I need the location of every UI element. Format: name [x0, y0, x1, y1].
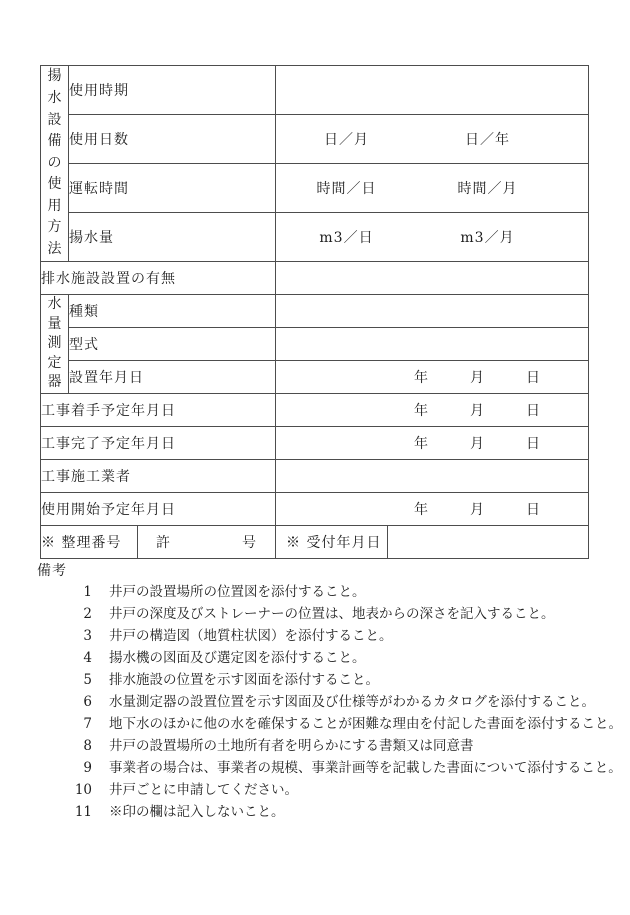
construction-end-label: 工事完了予定年月日 — [41, 427, 276, 460]
permit-prefix-label: 許 — [156, 535, 171, 551]
note-text: 井戸の構造図（地質柱状図）を添付すること。 — [109, 628, 393, 644]
note-number: 6 — [83, 694, 92, 710]
water-meter-group-cell — [41, 295, 69, 394]
note-text: 水量測定器の設置位置を示す図面及び仕様等がわかるカタログを添付すること。 — [109, 694, 595, 710]
note-item-6 — [36, 691, 624, 713]
drainage-facility-value-cell — [276, 262, 589, 295]
note-item-5 — [36, 669, 624, 691]
note-text: 排水施設の位置を示す図面を添付すること。 — [109, 672, 379, 688]
note-text: 地下水のほかに他の水を確保することが困難な理由を付記した書面を添付すること。 — [109, 716, 622, 732]
usage-days-value-cell — [276, 115, 589, 164]
day-label: 日 — [526, 436, 540, 452]
year-label: 年 — [414, 403, 428, 419]
construction-start-value-cell — [276, 394, 589, 427]
note-item-7 — [36, 713, 624, 735]
meter-model-label: 型式 — [69, 328, 276, 361]
note-text: 揚水機の図面及び選定図を添付すること。 — [109, 650, 366, 666]
usage-days-unit-per-month: 日／月 — [324, 132, 369, 148]
pumped-volume-value-cell — [276, 213, 589, 262]
note-item-9 — [36, 757, 624, 779]
year-label: 年 — [414, 436, 428, 452]
contractor-label: 工事施工業者 — [41, 460, 276, 493]
note-text: 井戸の設置場所の位置図を添付すること。 — [109, 584, 366, 600]
note-item-2 — [36, 603, 624, 625]
note-text: 事業者の場合は、事業者の規模、事業計画等を記載した書面について添付すること。 — [109, 760, 622, 776]
month-label: 月 — [470, 370, 484, 386]
receipt-date-label: ※ 受付年月日 — [276, 526, 388, 559]
pumped-volume-label: 揚水量 — [69, 213, 276, 262]
note-item-11 — [36, 801, 624, 823]
note-number: 3 — [83, 628, 92, 644]
note-item-1 — [36, 581, 624, 603]
pumped-volume-unit-per-day: m3／日 — [319, 230, 374, 246]
usage-days-label: 使用日数 — [69, 115, 276, 164]
meter-install-date-value-cell — [276, 361, 589, 394]
note-number: 9 — [83, 760, 92, 776]
application-form-table — [40, 65, 589, 559]
day-label: 日 — [526, 370, 540, 386]
water-meter-group-label: 水量測定器 — [47, 296, 62, 391]
note-text: 井戸ごとに申請してください。 — [109, 782, 298, 798]
note-item-10 — [36, 779, 624, 801]
note-number: 7 — [83, 716, 92, 732]
pump-usage-group-cell — [41, 66, 69, 262]
construction-end-value-cell — [276, 427, 589, 460]
year-label: 年 — [414, 502, 428, 518]
meter-install-date-label: 設置年月日 — [69, 361, 276, 394]
usage-start-value-cell — [276, 493, 589, 526]
note-item-4 — [36, 647, 624, 669]
permit-number-cell — [138, 526, 276, 559]
month-label: 月 — [470, 436, 484, 452]
pumped-volume-unit-per-month: m3／月 — [460, 230, 515, 246]
usage-start-label: 使用開始予定年月日 — [41, 493, 276, 526]
usage-period-value-cell — [276, 66, 589, 115]
note-number: 11 — [74, 804, 92, 820]
contractor-value-cell — [276, 460, 589, 493]
usage-days-unit-per-year: 日／年 — [465, 132, 510, 148]
note-text: 井戸の設置場所の土地所有者を明らかにする書類又は同意書 — [109, 738, 474, 754]
note-text: ※印の欄は記入しないこと。 — [109, 804, 285, 820]
receipt-date-value-cell — [388, 526, 589, 559]
operating-hours-unit-per-day: 時間／日 — [316, 181, 377, 197]
meter-model-value-cell — [276, 328, 589, 361]
day-label: 日 — [526, 502, 540, 518]
operating-hours-value-cell — [276, 164, 589, 213]
note-text: 井戸の深度及びストレーナーの位置は、地表からの深さを記入すること。 — [109, 606, 555, 622]
note-number: 10 — [74, 782, 92, 798]
meter-type-value-cell — [276, 295, 589, 328]
drainage-facility-label: 排水施設設置の有無 — [41, 262, 276, 295]
note-item-8 — [36, 735, 624, 757]
month-label: 月 — [470, 502, 484, 518]
month-label: 月 — [470, 403, 484, 419]
permit-suffix-label: 号 — [242, 535, 257, 551]
note-number: 4 — [83, 650, 92, 666]
note-item-3 — [36, 625, 624, 647]
notes-section — [36, 561, 624, 823]
day-label: 日 — [526, 403, 540, 419]
notes-title: 備考 — [37, 563, 67, 579]
note-number: 1 — [83, 584, 92, 600]
operating-hours-label: 運転時間 — [69, 164, 276, 213]
operating-hours-unit-per-month: 時間／月 — [457, 181, 518, 197]
note-number: 8 — [83, 738, 92, 754]
meter-type-label: 種類 — [69, 295, 276, 328]
usage-period-label: 使用時期 — [69, 66, 276, 115]
note-number: 2 — [83, 606, 92, 622]
reference-number-label: ※ 整理番号 — [41, 526, 138, 559]
year-label: 年 — [414, 370, 428, 386]
note-number: 5 — [83, 672, 92, 688]
construction-start-label: 工事着手予定年月日 — [41, 394, 276, 427]
pump-usage-group-label: 揚水設備の使用方法 — [47, 68, 62, 258]
